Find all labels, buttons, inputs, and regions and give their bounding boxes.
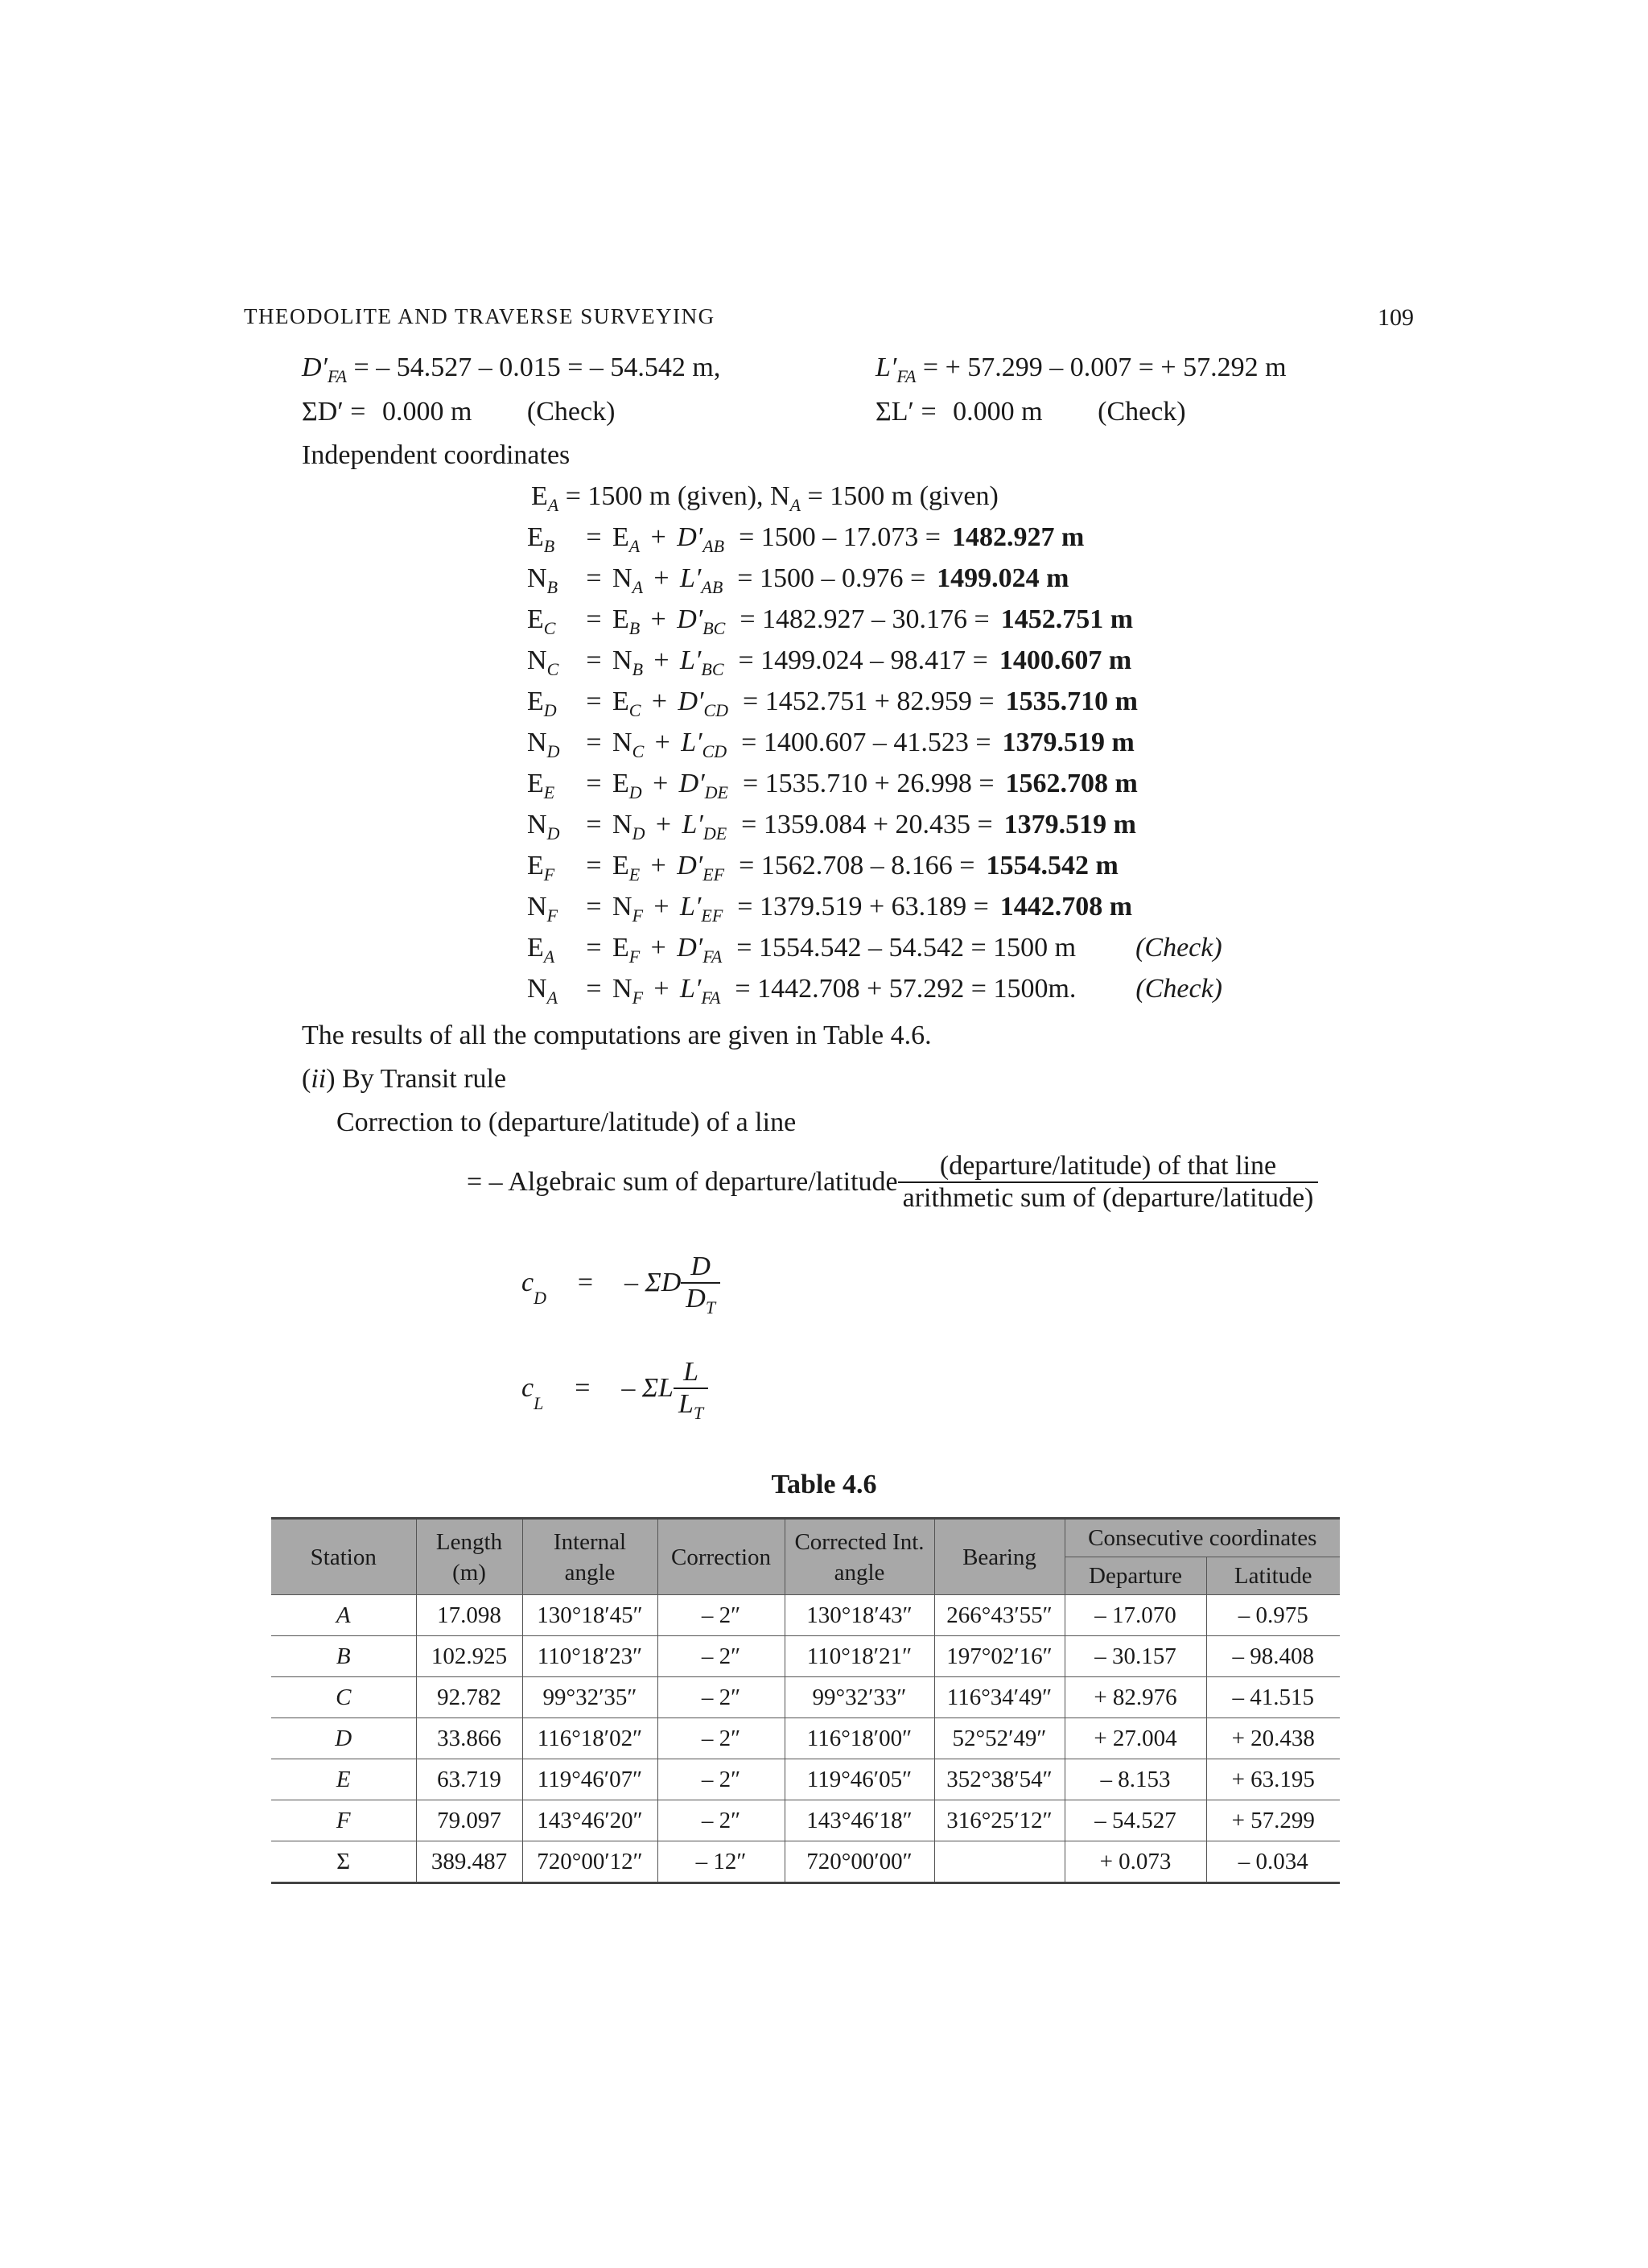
cell-corrected-angle: 720°00′00″: [785, 1841, 934, 1883]
cell-bearing: 352°38′54″: [934, 1759, 1065, 1800]
cell-internal-angle: 143°46′20″: [522, 1800, 657, 1841]
cell-correction: – 2″: [657, 1677, 785, 1718]
cell-latitude: – 0.975: [1206, 1595, 1340, 1636]
cell-latitude: + 20.438: [1206, 1718, 1340, 1759]
header-station: Station: [271, 1519, 416, 1595]
formula-denominator: arithmetic sum of (departure/latitude): [898, 1181, 1319, 1214]
table-row: [271, 1800, 1340, 1841]
cell-latitude: + 63.195: [1206, 1759, 1340, 1800]
cell-station: A: [271, 1595, 416, 1636]
cl-formula: $c_L$ = – ΣL $\frac{L}{L_T}$: [521, 1357, 708, 1420]
cell-length: 33.866: [416, 1718, 522, 1759]
coordinate-equation-row: $N_B = N_A + L'_{AB} = 1500 - 0.976 = 1499.024$ m: [527, 563, 1069, 597]
cell-bearing: 197°02′16″: [934, 1636, 1065, 1677]
transit-formula: = – Algebraic sum of departure/latitude $\frac{\text{(departure/latitude) of that line}}{\text{arithmetic sum of (departure/latitude)}}$: [467, 1151, 1318, 1214]
cell-departure: – 8.153: [1065, 1759, 1206, 1800]
cell-internal-angle: 99°32′35″: [522, 1677, 657, 1718]
header-length: Length (m): [416, 1519, 522, 1595]
coordinate-equation-row: $E_C = E_B + D'_{BC} = 1482.927 - 30.176 = 1452.751$ m: [527, 604, 1134, 638]
cell-length: 79.097: [416, 1800, 522, 1841]
independent-coordinates-label: Independent coordinates: [302, 440, 571, 470]
cell-length: 92.782: [416, 1677, 522, 1718]
coordinate-equation-row: $N_D = N_C + L'_{CD} = 1400.607 - 41.523 = 1379.519$ m: [527, 728, 1135, 761]
header-consecutive-coordinates: Consecutive coordinates: [1065, 1519, 1340, 1557]
table-row: [271, 1595, 1340, 1636]
running-header-title: THEODOLITE AND TRAVERSE SURVEYING: [244, 304, 715, 328]
cell-station: B: [271, 1636, 416, 1677]
sum-d-check: ΣD′ = 0.000 m (Check): [302, 397, 616, 427]
coordinate-equation-row: $E_E = E_D + D'_{DE} = 1535.710 + 26.998 = 1562.708$ m: [527, 769, 1138, 802]
cell-station: E: [271, 1759, 416, 1800]
cell-corrected-angle: 116°18′00″: [785, 1718, 934, 1759]
header-bearing: Bearing: [934, 1519, 1065, 1595]
header-latitude: Latitude: [1206, 1557, 1340, 1595]
cell-station: F: [271, 1800, 416, 1841]
header-internal-angle: Internal angle: [522, 1519, 657, 1595]
cell-station: D: [271, 1718, 416, 1759]
page-number: 109: [1378, 304, 1414, 331]
table-row: [271, 1759, 1340, 1800]
cell-correction: – 2″: [657, 1636, 785, 1677]
cell-corrected-angle: 130°18′43″: [785, 1595, 934, 1636]
cell-departure: – 17.070: [1065, 1595, 1206, 1636]
cell-bearing: 52°52′49″: [934, 1718, 1065, 1759]
cell-length: 17.098: [416, 1595, 522, 1636]
transit-rule-heading: (ii) By Transit rule: [302, 1064, 507, 1094]
cell-bearing: 316°25′12″: [934, 1800, 1065, 1841]
cell-departure: + 0.073: [1065, 1841, 1206, 1883]
cell-departure: – 30.157: [1065, 1636, 1206, 1677]
cell-latitude: – 98.408: [1206, 1636, 1340, 1677]
cell-bearing: 266°43′55″: [934, 1595, 1065, 1636]
coordinate-equation-row: $E_A = E_F + D'_{FA} = 1554.542 - 54.542 = 1500$ m (Check): [527, 933, 1222, 967]
traverse-table: [271, 1517, 1340, 1884]
cell-internal-angle: 116°18′02″: [522, 1718, 657, 1759]
formula-numerator: (departure/latitude) of that line: [939, 1151, 1277, 1181]
cell-corrected-angle: 99°32′33″: [785, 1677, 934, 1718]
table-row: [271, 1636, 1340, 1677]
cell-station: Σ: [271, 1841, 416, 1883]
table-row: [271, 1841, 1340, 1883]
coordinate-equation-row: $N_A = N_F + L'_{FA} = 1442.708 + 57.292 = 1500m$. (Check): [527, 974, 1223, 1008]
cell-internal-angle: 119°46′07″: [522, 1759, 657, 1800]
header-corrected-angle: Corrected Int. angle: [785, 1519, 934, 1595]
cell-bearing: 116°34′49″: [934, 1677, 1065, 1718]
results-sentence: The results of all the computations are given in Table 4.6.: [302, 1021, 932, 1050]
cell-latitude: + 57.299: [1206, 1800, 1340, 1841]
cell-length: 102.925: [416, 1636, 522, 1677]
cell-length: 389.487: [416, 1841, 522, 1883]
header-departure: Departure: [1065, 1557, 1206, 1595]
coordinate-equation-row: $E_D = E_C + D'_{CD} = 1452.751 + 82.959 = 1535.710$ m: [527, 687, 1138, 720]
cell-station: C: [271, 1677, 416, 1718]
cell-correction: – 2″: [657, 1800, 785, 1841]
coordinate-equation-row: $N_C = N_B + L'_{BC} = 1499.024 - 98.417 = 1400.607$ m: [527, 645, 1132, 679]
table-caption: Table 4.6: [771, 1470, 877, 1499]
coordinate-equation-row: $N_F = N_F + L'_{EF} = 1379.519 + 63.189 = 1442.708$ m: [527, 892, 1133, 926]
cd-formula: $c_D$ = – ΣD $\frac{D}{D_T}$: [521, 1252, 720, 1314]
cell-correction: – 12″: [657, 1841, 785, 1883]
cell-corrected-angle: 110°18′21″: [785, 1636, 934, 1677]
cell-departure: + 27.004: [1065, 1718, 1206, 1759]
header-correction: Correction: [657, 1519, 785, 1595]
cell-internal-angle: 720°00′12″: [522, 1841, 657, 1883]
coordinate-equation-row: $E_B = E_A + D'_{AB} = 1500 - 17.073 = 1482.927$ m: [527, 522, 1085, 556]
cell-corrected-angle: 143°46′18″: [785, 1800, 934, 1841]
cell-internal-angle: 130°18′45″: [522, 1595, 657, 1636]
l-fa-equation: $L'_{FA}$ = + 57.299 – 0.007 = + 57.292 m: [876, 353, 1287, 386]
table-row: [271, 1718, 1340, 1759]
coordinate-equation-row: $N_D = N_D + L'_{DE} = 1359.084 + 20.435 = 1379.519$ m: [527, 810, 1136, 843]
cell-latitude: – 0.034: [1206, 1841, 1340, 1883]
cell-length: 63.719: [416, 1759, 522, 1800]
cell-correction: – 2″: [657, 1718, 785, 1759]
cell-latitude: – 41.515: [1206, 1677, 1340, 1718]
cell-correction: – 2″: [657, 1595, 785, 1636]
cell-internal-angle: 110°18′23″: [522, 1636, 657, 1677]
given-coordinates: $E_A = 1500$ m (given), $N_A = 1500$ m (given): [531, 481, 999, 515]
cell-departure: – 54.527: [1065, 1800, 1206, 1841]
sum-l-check: ΣL′ = 0.000 m (Check): [876, 397, 1186, 427]
cell-corrected-angle: 119°46′05″: [785, 1759, 934, 1800]
cell-bearing: [934, 1841, 1065, 1883]
cell-correction: – 2″: [657, 1759, 785, 1800]
cell-departure: + 82.976: [1065, 1677, 1206, 1718]
table-row: [271, 1677, 1340, 1718]
d-fa-equation: $D'_{FA}$ = – 54.527 – 0.015 = – 54.542 m,: [302, 353, 721, 386]
coordinate-equation-row: $E_F = E_E + D'_{EF} = 1562.708 - 8.166 = 1554.542$ m: [527, 851, 1119, 885]
correction-definition: Correction to (departure/latitude) of a line: [336, 1107, 797, 1137]
